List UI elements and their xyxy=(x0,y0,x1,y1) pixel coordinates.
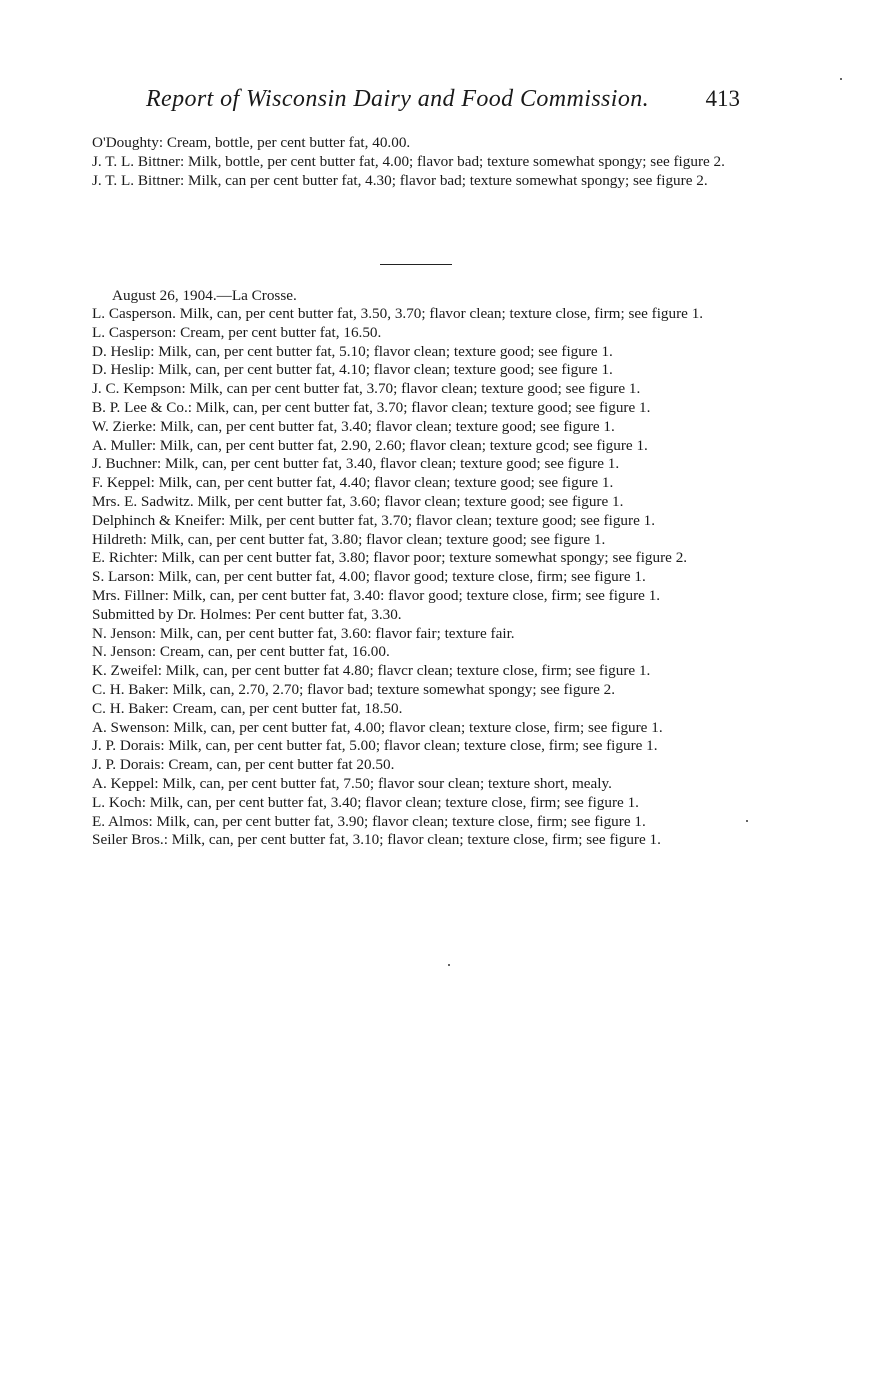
list-item: Mrs. Fillner: Milk, can, per cent butter fat, 3.40: flavor good; texture close, firm; see figure 1. xyxy=(92,586,661,604)
list-item: S. Larson: Milk, can, per cent butter fat, 4.00; flavor good; texture close, firm; see figure 1. xyxy=(92,568,646,586)
list-item: W. Zierke: Milk, can, per cent butter fat, 3.40; flavor clean; texture good; see figure 1. xyxy=(92,417,615,435)
list-item: A. Swenson: Milk, can, per cent butter fat, 4.00; flavor clean; texture close, firm; see figure 1. xyxy=(92,718,663,736)
list-item: E. Almos: Milk, can, per cent butter fat, 3.90; flavor clean; texture close, firm; see figure 1. xyxy=(92,812,646,830)
list-item: L. Casperson: Cream, per cent butter fat, 16.50. xyxy=(92,323,382,341)
list-item: J. P. Dorais: Milk, can, per cent butter fat, 5.00; flavor clean; texture close, firm; see figure 1. xyxy=(92,737,658,755)
list-item: J. C. Kempson: Milk, can per cent butter fat, 3.70; flavor clean; texture good; see figure 1. xyxy=(92,380,641,398)
list-item: O'Doughty: Cream, bottle, per cent butter fat, 40.00. xyxy=(92,134,411,151)
list-item: C. H. Baker: Milk, can, 2.70, 2.70; flavor bad; texture somewhat spongy; see figure 2. xyxy=(92,680,616,698)
list-item: E. Richter: Milk, can per cent butter fat, 3.80; flavor poor; texture somewhat spongy; see figure 2. xyxy=(92,549,688,567)
page-number: 413 xyxy=(705,86,740,111)
test-entry-list xyxy=(92,305,746,850)
list-item: L. Casperson. Milk, can, per cent butter fat, 3.50, 3.70; flavor clean; texture close, firm; see figure 1. xyxy=(92,305,704,322)
list-item: D. Heslip: Milk, can, per cent butter fat, 5.10; flavor clean; texture good; see figure 1. xyxy=(92,342,613,360)
running-header xyxy=(146,86,746,118)
list-item: N. Jenson: Cream, can, per cent butter fat, 16.00. xyxy=(92,643,390,661)
top-entry-list xyxy=(92,134,746,190)
list-item: Hildreth: Milk, can, per cent butter fat, 3.80; flavor clean; texture good; see figure 1. xyxy=(92,530,606,548)
list-item: J. Buchner: Milk, can, per cent butter fat, 3.40, flavor clean; texture good; see figure 1. xyxy=(92,455,620,473)
list-item: D. Heslip: Milk, can, per cent butter fat, 4.10; flavor clean; texture good; see figure 1. xyxy=(92,361,613,379)
list-item: J. T. L. Bittner: Milk, can per cent butter fat, 4.30; flavor bad; texture somewhat spongy; see figure 2. xyxy=(92,171,708,189)
list-item: A. Keppel: Milk, can, per cent butter fat, 7.50; flavor sour clean; texture short, mealy. xyxy=(92,774,612,792)
list-item: A. Muller: Milk, can, per cent butter fat, 2.90, 2.60; flavor clean; texture gcod; see figure 1. xyxy=(92,436,648,454)
running-title: Report of Wisconsin Dairy and Food Commission. xyxy=(146,86,650,112)
print-speck xyxy=(840,78,842,80)
list-item: B. P. Lee & Co.: Milk, can, per cent butter fat, 3.70; flavor clean; texture good; see figure 1. xyxy=(92,398,651,416)
print-speck xyxy=(746,820,748,822)
list-item: L. Koch: Milk, can, per cent butter fat, 3.40; flavor clean; texture close, firm; see figure 1. xyxy=(92,793,639,811)
section-dateline: August 26, 1904.—La Crosse. xyxy=(112,287,297,304)
print-speck xyxy=(448,964,450,966)
list-item: K. Zweifel: Milk, can, per cent butter fat 4.80; flavcr clean; texture close, firm; see figure 1. xyxy=(92,662,651,680)
list-item: Delphinch & Kneifer: Milk, per cent butter fat, 3.70; flavor clean; texture good; see figure 1. xyxy=(92,511,656,529)
list-item: F. Keppel: Milk, can, per cent butter fat, 4.40; flavor clean; texture good; see figure 1. xyxy=(92,474,614,492)
list-item: J. T. L. Bittner: Milk, bottle, per cent butter fat, 4.00; flavor bad; texture somewhat spongy; see figure 2. xyxy=(92,152,725,170)
list-item: Mrs. E. Sadwitz. Milk, per cent butter fat, 3.60; flavor clean; texture good; see figure 1. xyxy=(92,492,624,510)
list-item: J. P. Dorais: Cream, can, per cent butter fat 20.50. xyxy=(92,756,395,774)
list-item: N. Jenson: Milk, can, per cent butter fat, 3.60: flavor fair; texture fair. xyxy=(92,624,515,642)
section-divider xyxy=(380,264,452,265)
list-item: C. H. Baker: Cream, can, per cent butter fat, 18.50. xyxy=(92,699,403,717)
list-item: Submitted by Dr. Holmes: Per cent butter fat, 3.30. xyxy=(92,605,402,623)
list-item: Seiler Bros.: Milk, can, per cent butter fat, 3.10; flavor clean; texture close, firm; see figure 1. xyxy=(92,831,661,849)
